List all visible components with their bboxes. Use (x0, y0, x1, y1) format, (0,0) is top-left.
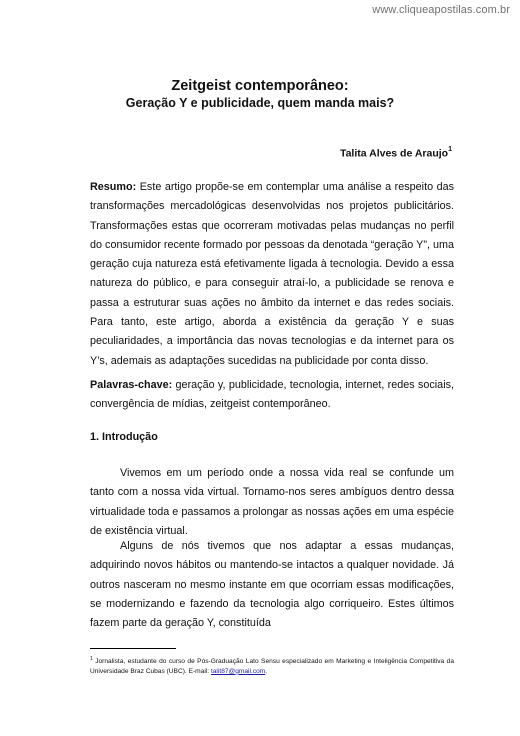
abstract-label: Resumo: (90, 181, 137, 193)
keywords-label: Palavras-chave: (90, 379, 173, 391)
footnote-reference: 1 (448, 146, 452, 153)
document-subtitle: Geração Y e publicidade, quem manda mais? (125, 96, 395, 110)
keywords-text: geração y, publicidade, tecnologia, internet, redes sociais, convergência de mídias, zeitgeist contemporâneo. (90, 379, 454, 411)
keywords-paragraph (90, 376, 454, 415)
section-heading: 1. Introdução (90, 431, 158, 443)
footnote-mark: 1 (90, 656, 93, 662)
abstract-paragraph (90, 178, 454, 371)
email-link[interactable]: talit87@gmail.com (210, 667, 266, 675)
footnote-text: Jornalista, estudante do curso de Pós-Graduação Lato Sensu especializado em Marketing e Inteligência Competitiva da Universidade Braz Cubas (UBC). E-mail: (90, 658, 454, 675)
footnote-end: . (265, 667, 268, 675)
document-title: Zeitgeist contemporâneo: (171, 78, 349, 94)
author-line (340, 147, 452, 160)
watermark-url: www.cliqueapostilas.com.br (372, 4, 510, 16)
body-paragraph: Vivemos em um período onde a nossa vida real se confunde um tanto com a nossa vida virtual. Tornamo-nos seres ambíguos dentro dessa virtualidade toda e passamos a prolongar as nossas ações em uma espécie de existência virtual. (90, 467, 454, 537)
body-paragraph: Alguns de nós tivemos que nos adaptar a essas mudanças, adquirindo novos hábitos ou mantendo-se intactos a qualquer novidade. Já outros nasceram no mesmo instante em que ocorriam essas modificações, se modernizando e fazendo da tecnologia algo corriqueiro. Estes últimos fazem parte da geração Y, constituída (90, 540, 454, 630)
author-name: Talita Alves de Araujo (339, 147, 449, 160)
footnote-separator (90, 648, 176, 649)
abstract-text: Este artigo propõe-se em contemplar uma análise a respeito das transformações mercadológicas desenvolvidas nos projetos publicitários. Transformações estas que ocorreram motivadas pelas mudanças no perfil do consumidor recente formado por pessoas da denotada “geração Y”, uma geração cuja natureza está efetivamente ligada à tecnologia. Devido a essa natureza do público, e para conseguir atraí-lo, a publicidade se renova e passa a estruturar suas ações no âmbito da internet e das redes sociais. Para tanto, este artigo, aborda a existência da geração Y e suas peculiaridades, a importância das novas tecnologias e da internet para os Y’s, ademais as adaptações sucedidas na publicidade por conta disso. (90, 181, 454, 367)
footnote (90, 655, 454, 676)
